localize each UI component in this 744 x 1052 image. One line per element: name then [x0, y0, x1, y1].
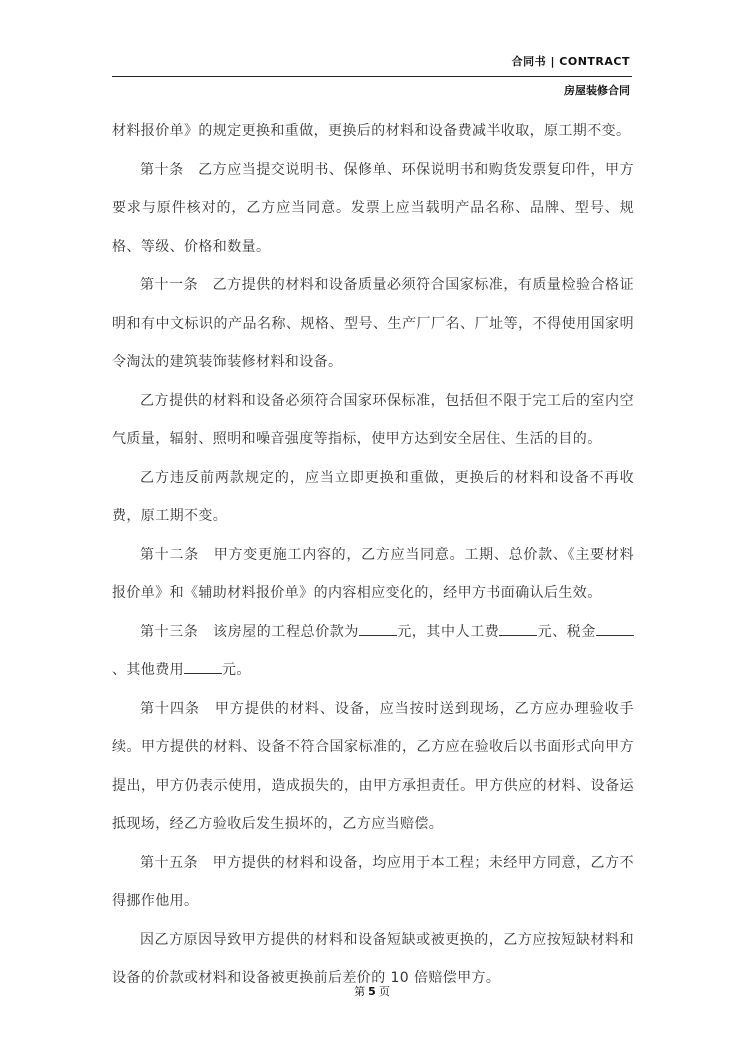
- header-title: 合同书 | CONTRACT: [511, 55, 630, 68]
- article-11-clause-2: 乙方提供的材料和设备必须符合国家环保标准，包括但不限于完工后的室内空气质量，辐射、照明和噪音强度等指标，使甲方达到安全居住、生活的目的。: [112, 392, 634, 447]
- header-subtitle: 房屋装修合同: [564, 84, 630, 97]
- page-footer: [0, 983, 744, 999]
- article-11: 第十一条 乙方提供的材料和设备质量必须符合国家标准，有质量检验合格证明和有中文标识的产品名称、规格、型号、生产厂厂名、厂址等，不得使用国家明令淘汰的建筑装饰装修材料和设备。: [112, 277, 634, 370]
- paragraph-continuation: 材料报价单》的规定更换和重做，更换后的材料和设备费减半收取，原工期不变。: [112, 123, 631, 139]
- article-14: 第十四条 甲方提供的材料、设备，应当按时送到现场，乙方应办理验收手续。甲方提供的材料、设备不符合国家标准的，乙方应在验收后以书面形式向甲方提出，甲方仍表示使用，造成损失的，由甲方承担责任。甲方供应的材料、设备运抵现场，经乙方验收后发生损坏的，乙方应当赔偿。: [112, 700, 634, 832]
- article-13-text-e: 元。: [222, 662, 251, 678]
- page-number: 5: [368, 985, 376, 998]
- footer-suffix: 页: [378, 985, 390, 998]
- other-fees-blank[interactable]: [184, 659, 222, 674]
- tax-blank[interactable]: [596, 621, 634, 636]
- total-price-blank[interactable]: [359, 621, 397, 636]
- article-15: 第十五条 甲方提供的材料和设备，均应用于本工程；未经甲方同意，乙方不得挪作他用。: [112, 854, 634, 909]
- article-12: 第十二条 甲方变更施工内容的，乙方应当同意。工期、总价款、《主要材料报价单》和《辅助材料报价单》的内容相应变化的，经甲方书面确认后生效。: [112, 546, 634, 601]
- footer-prefix: 第: [354, 985, 366, 998]
- header-divider: [112, 76, 632, 77]
- article-10: 第十条 乙方应当提交说明书、保修单、环保说明书和购货发票复印件，甲方要求与原件核对的，乙方应当同意。发票上应当载明产品名称、品牌、型号、规格、等级、价格和数量。: [112, 161, 634, 255]
- labor-cost-blank[interactable]: [499, 621, 537, 636]
- article-15-clause-2: 因乙方原因导致甲方提供的材料和设备短缺或被更换的，乙方应按短缺材料和设备的价款或材料和设备被更换前后差价的 10 倍赔偿甲方。: [112, 931, 634, 986]
- article-13-text-c: 元、税金: [537, 623, 597, 640]
- article-11-clause-3: 乙方违反前两款规定的，应当立即更换和重做，更换后的材料和设备不再收费，原工期不变。: [112, 469, 634, 524]
- article-13-text-a: 第十三条 该房屋的工程总价款为: [140, 623, 359, 640]
- article-13: [112, 613, 634, 690]
- article-13-text-b: 元，其中人工费: [397, 623, 500, 640]
- contract-body: [112, 112, 634, 998]
- article-13-text-d: 、其他费用: [112, 662, 184, 678]
